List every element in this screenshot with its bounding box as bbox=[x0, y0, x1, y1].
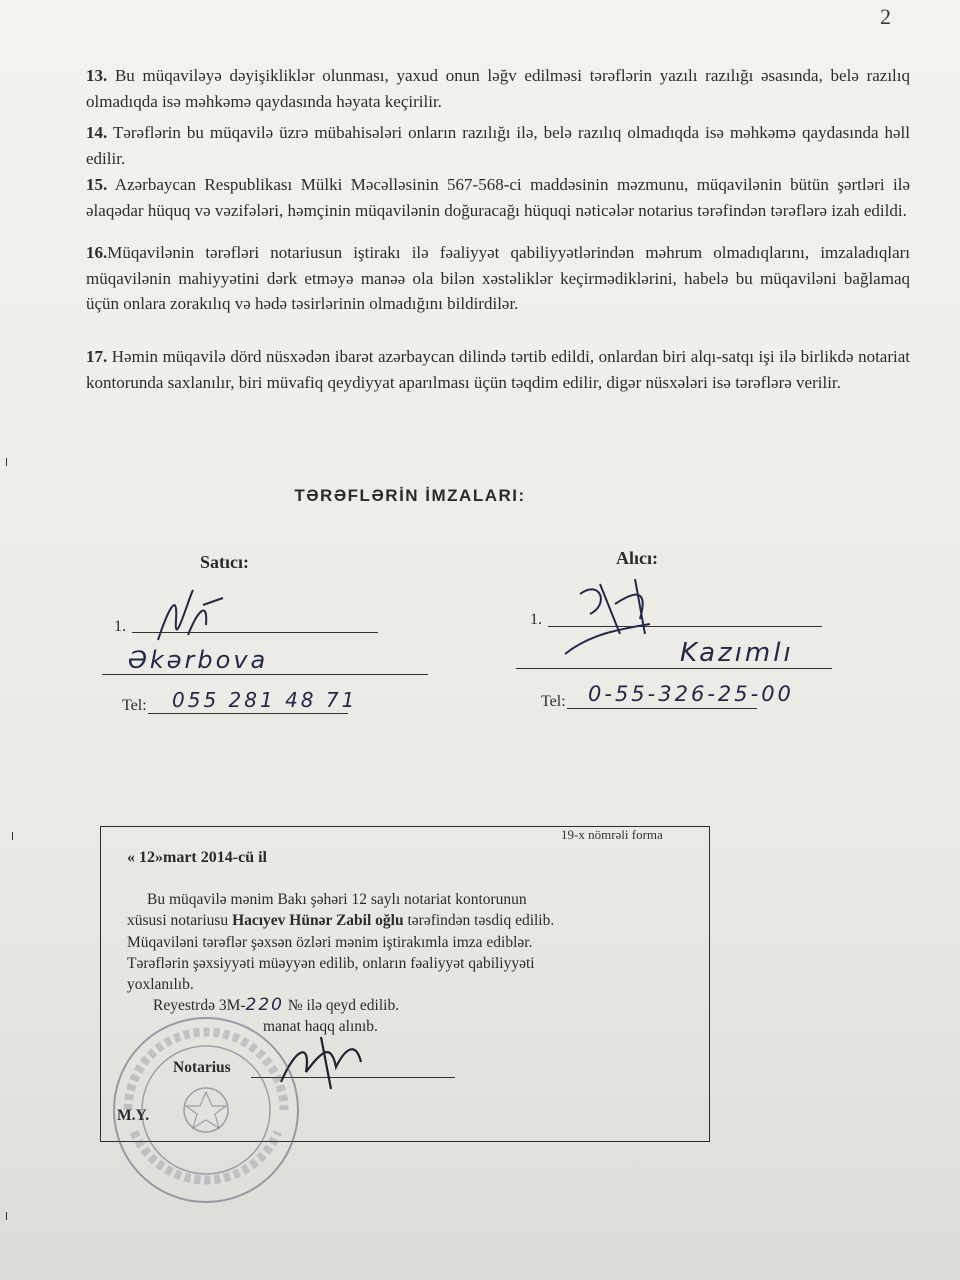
form-label: 19-x nömrəli forma bbox=[561, 827, 663, 842]
clause-number: 15. bbox=[86, 175, 108, 194]
notary-date: « 12»mart 2014-cü il bbox=[127, 849, 267, 866]
registry-line: Reyestrdə 3M-220 № ilə qeyd edilib. bbox=[153, 995, 400, 1015]
clause-number: 13. bbox=[86, 66, 108, 85]
margin-mark bbox=[6, 458, 7, 466]
seller-tel-line bbox=[148, 713, 348, 714]
buyer-name-line bbox=[516, 668, 832, 669]
clause-number: 17. bbox=[86, 347, 108, 366]
margin-mark bbox=[12, 832, 13, 840]
registry-number: 220 bbox=[245, 995, 284, 1015]
clause-text: Tərəflərin bu müqavilə üzrə mübahisələri onların razılığı ilə, belə razılıq olmadıqda isə məhkəmə qaydasında həll edilir. bbox=[86, 123, 910, 168]
clause-number: 16. bbox=[86, 243, 108, 262]
notary-line-5: yoxlanılıb. bbox=[127, 976, 194, 993]
clause-text: Azərbaycan Respublikası Mülki Məcəlləsinin 567-568-ci maddəsinin məzmunu, müqavilənin bütün şərtləri ilə əlaqədar hüquq və vəzifələri, həmçinin müqavilənin doğuracağı hüquqi nəticələr notarius tərəfindən tərəflərə izah edildi. bbox=[86, 175, 911, 220]
notary-line-1: Bu müqavilə mənim Bakı şəhəri 12 saylı notariat kontorunun bbox=[147, 891, 527, 908]
signatures-heading: TƏRƏFLƏRİN İMZALARI: bbox=[294, 486, 526, 505]
buyer-tel: 0-55-326-25-00 bbox=[588, 682, 794, 706]
seller-name-handwritten: Əkərbova bbox=[128, 646, 269, 674]
buyer-tel-label: Tel: bbox=[541, 693, 566, 710]
seller-signature bbox=[148, 580, 238, 650]
seller-name-line bbox=[102, 674, 428, 675]
clause-17 bbox=[86, 344, 910, 395]
buyer-number: 1. bbox=[530, 611, 542, 628]
clause-text: Həmin müqavilə dörd nüsxədən ibarət azərbaycan dilində tərtib edildi, onlardan biri alqı-satqı işi ilə birlikdə notariat kontorunda saxlanılır, biri müvafiq qeydiyyat aparılması üçün təqdim edilir, digər nüsxələri isə tərəflərə verilir. bbox=[86, 347, 910, 392]
notary-seal-stamp bbox=[108, 1012, 304, 1208]
clause-number: 14. bbox=[86, 123, 108, 142]
notary-line-3: Müqaviləni tərəflər şəxsən özləri mənim iştirakımla imza ediblər. bbox=[127, 934, 533, 951]
clause-16 bbox=[86, 240, 910, 317]
clause-13 bbox=[86, 63, 910, 114]
my-label: M.Y. bbox=[117, 1107, 150, 1124]
seller-number: 1. bbox=[114, 618, 126, 635]
notary-line-4: Tərəflərin şəxsiyyəti müəyyən edilib, onların fəaliyyət qabiliyyəti bbox=[127, 955, 535, 972]
buyer-signature bbox=[560, 574, 690, 664]
notary-line-2: xüsusi notariusu Hacıyev Hünər Zabil oğlu tərəfindən təsdiq edilib. bbox=[127, 912, 555, 929]
clause-15 bbox=[86, 172, 910, 223]
seller-label: Satıcı: bbox=[200, 552, 249, 572]
seller-tel-label: Tel: bbox=[122, 697, 147, 714]
notarius-label: Notarius bbox=[173, 1059, 231, 1076]
buyer-tel-line bbox=[567, 708, 757, 709]
seller-tel: 055 281 48 71 bbox=[172, 688, 358, 712]
buyer-name-handwritten: Kazımlı bbox=[680, 638, 794, 668]
margin-mark bbox=[6, 1212, 7, 1220]
clause-text: Bu müqaviləyə dəyişikliklər olunması, yaxud onun ləğv edilməsi tərəflərin yazılı razılığı əsasında, belə razılıq olmadıqda isə məhkəmə qaydasında həyata keçirilir. bbox=[86, 66, 910, 111]
clause-14 bbox=[86, 120, 910, 171]
fee-line: manat haqq alınıb. bbox=[263, 1018, 378, 1035]
buyer-label: Alıcı: bbox=[616, 548, 658, 568]
page-number: 2 bbox=[880, 4, 891, 29]
clause-text: Müqavilənin tərəfləri notariusun iştirakı ilə fəaliyyət qabiliyyətlərindən məhrum olmadıqlarını, imzaladıqları müqavilənin mahiyyətini dərk etməyə manəə ola bilən xəstəliklər keçirmədiklərini, habelə bu müqaviləni bağlamaq üçün onlara zorakılıq və hədə təsirlərinin olmadığını bildirdilər. bbox=[86, 243, 910, 313]
notary-name: Hacıyev Hünər Zabil oğlu bbox=[232, 912, 404, 929]
